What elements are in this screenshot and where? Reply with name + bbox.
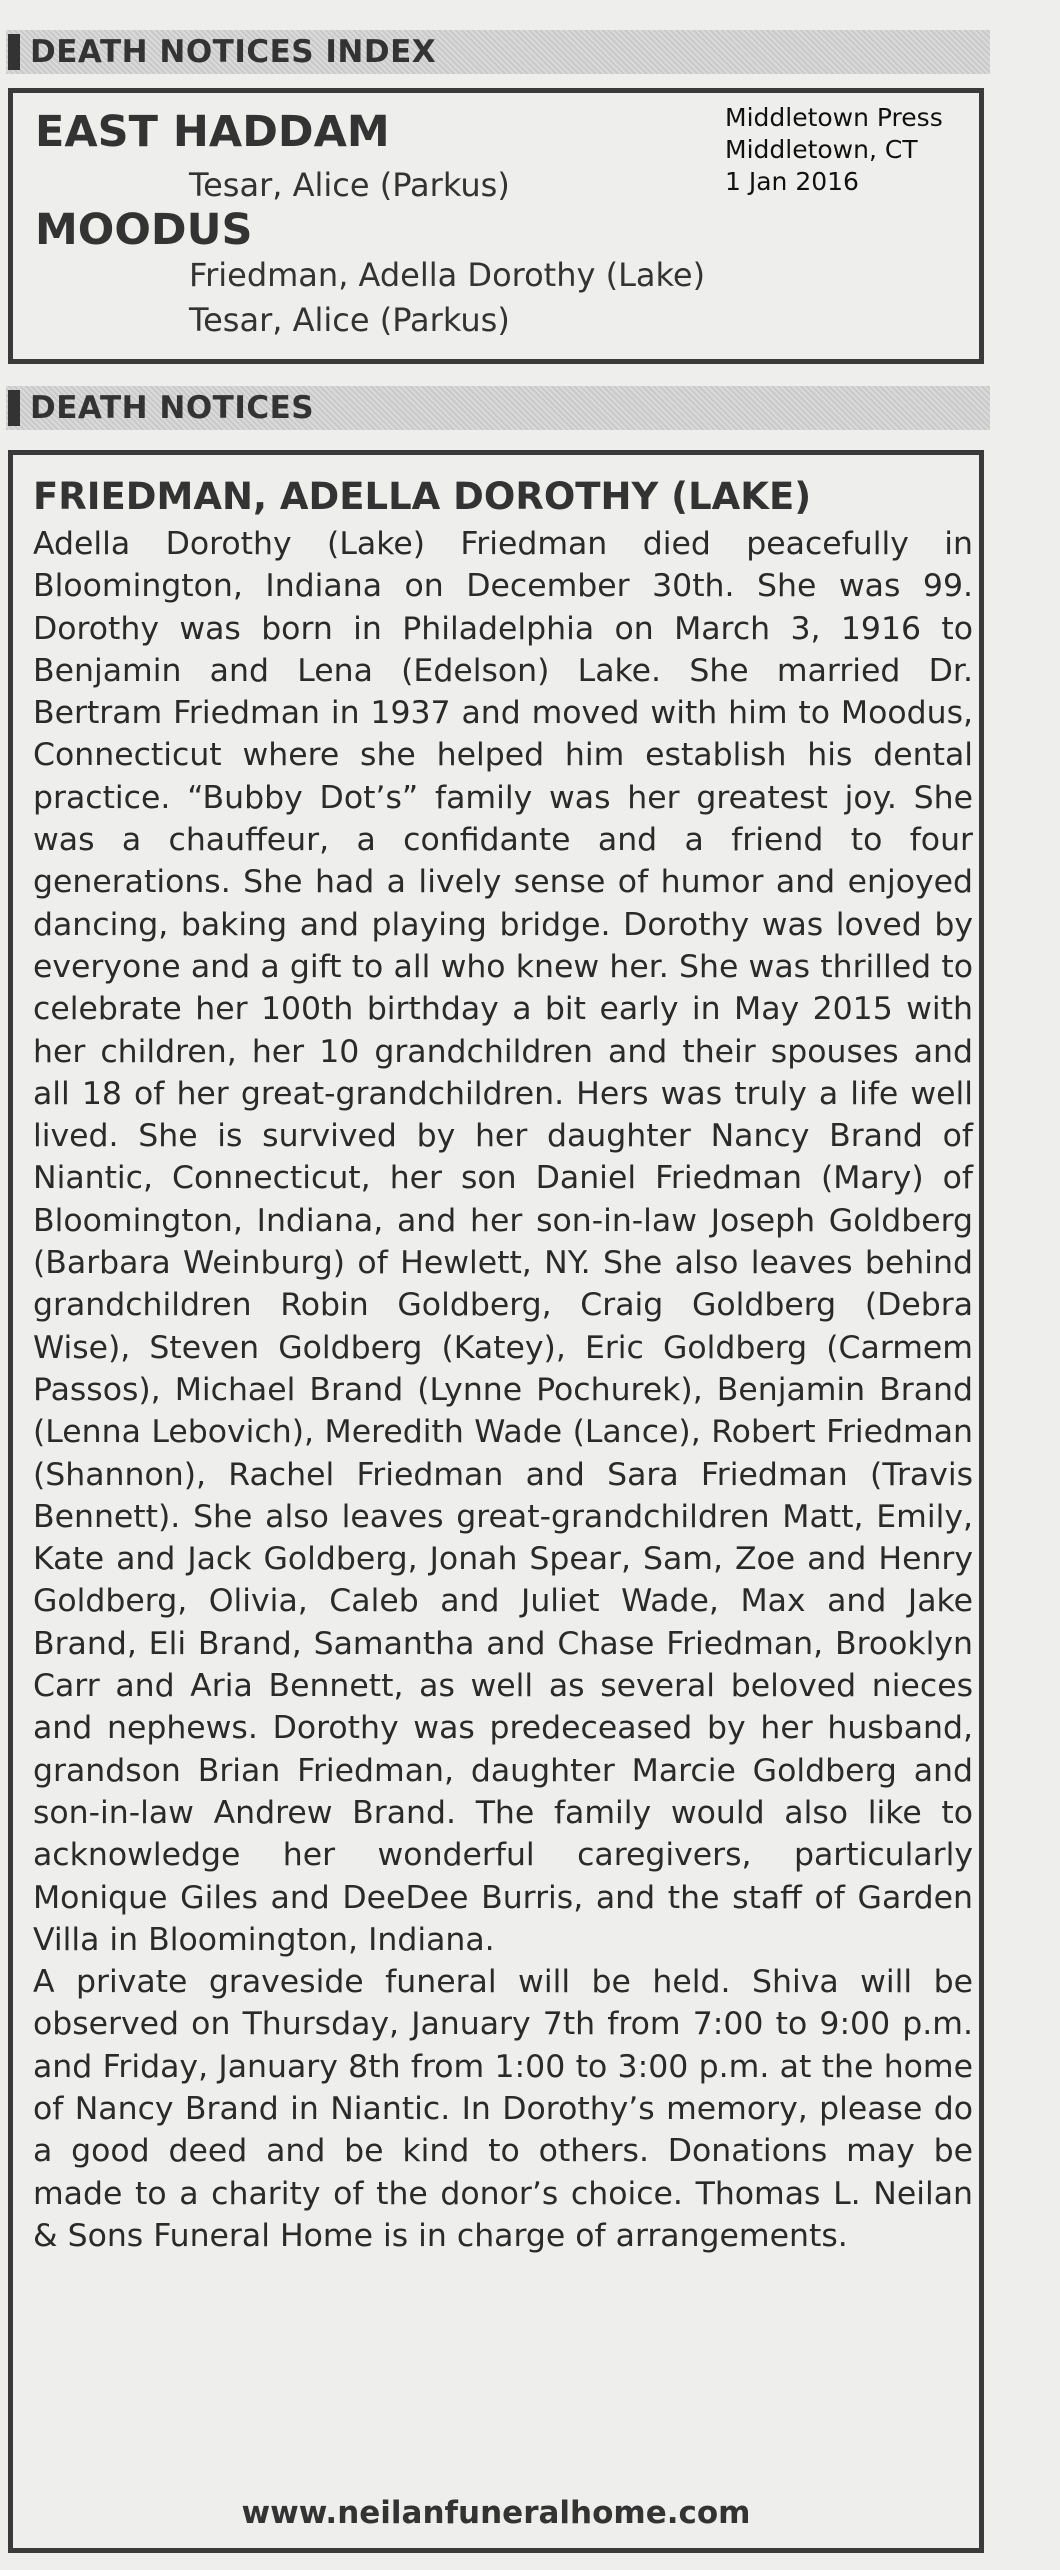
index-entry: Friedman, Adella Dorothy (Lake) (189, 256, 706, 294)
notice-paragraph: A private graveside funeral will be held. Shiva will be observed on Thursday, January 7th from 7:00 to 9:00 p.m. and Friday, January 8th from 1:00 to 3:00 p.m. at the home of Nancy Brand in Niantic. In Dorothy’s memory, please do a good deed and be kind to others. Donations may be made to a charity of the donor’s choice. Thomas L. Neilan & Sons Funeral Home is in charge of arrangements. (33, 1964, 973, 2254)
header-marker (8, 34, 20, 70)
publication-location: Middletown, CT (725, 135, 918, 164)
town-moodus: MOODUS (35, 205, 253, 255)
notice-title: FRIEDMAN, ADELLA DOROTHY (LAKE) (33, 475, 812, 518)
death-notice (8, 450, 984, 2553)
publication-name: Middletown Press (725, 103, 943, 132)
town-east-haddam: EAST HADDAM (35, 107, 390, 157)
notice-paragraph: Adella Dorothy (Lake) Friedman died peacefully in Bloomington, Indiana on December 30th. She was 99. Dorothy was born in Philadelphia on March 3, 1916 to Benjamin and Lena (Edelson) Lake. She married Dr. Bertram Friedman in 1937 and moved with him to Moodus, Connecticut where she helped him establish his dental practice. “Bubby Dot’s” family was her greatest joy. She was a chauffeur, a confidante and a friend to four generations. She had a lively sense of humor and enjoyed dancing, baking and playing bridge. Dorothy was loved by everyone and a gift to all who knew her. She was thrilled to celebrate her 100th birthday a bit early in May 2015 with her children, her 10 grandchildren and their spouses and all 18 of her great-grandchildren. Hers was truly a life well lived. She is survived by her daughter Nancy Brand of Niantic, Connecticut, her son Daniel Friedman (Mary) of Bloomington, Indiana, and her son-in-law Joseph Goldberg (Barbara Weinburg) of Hewlett, NY. She also leaves behind grandchildren Robin Goldberg, Craig Goldberg (Debra Wise), Steven Goldberg (Katey), Eric Goldberg (Carmem Passos), Michael Brand (Lynne Pochurek), Benjamin Brand (Lenna Lebovich), Meredith Wade (Lance), Robert Friedman (Shannon), Rachel Friedman and Sara Friedman (Travis Bennett). She also leaves great-grandchildren Matt, Emily, Kate and Jack Goldberg, Jonah Spear, Sam, Zoe and Henry Goldberg, Olivia, Caleb and Juliet Wade, Max and Jake Brand, Eli Brand, Samantha and Chase Friedman, Brooklyn Carr and Aria Bennett, as well as several beloved nieces and nephews. Dorothy was predeceased by her husband, grandson Brian Friedman, daughter Marcie Goldberg and son-in-law Andrew Brand. The family would also like to acknowledge her wonderful caregivers, particularly Monique Giles and DeeDee Burris, and the staff of Garden Villa in Bloomington, Indiana. (33, 526, 973, 1958)
index-entry: Tesar, Alice (Parkus) (189, 301, 510, 339)
funeral-home-website: www.neilanfuneralhome.com (241, 2495, 751, 2531)
header-marker (8, 390, 20, 426)
index-header-label: DEATH NOTICES INDEX (30, 34, 437, 70)
notices-header-label: DEATH NOTICES (30, 390, 315, 426)
index-header-bar (6, 30, 990, 74)
notice-body (33, 523, 973, 2257)
death-notices-index (8, 88, 984, 364)
notices-header-bar (6, 386, 990, 430)
index-entry: Tesar, Alice (Parkus) (189, 166, 510, 204)
publication-date: 1 Jan 2016 (725, 167, 859, 196)
